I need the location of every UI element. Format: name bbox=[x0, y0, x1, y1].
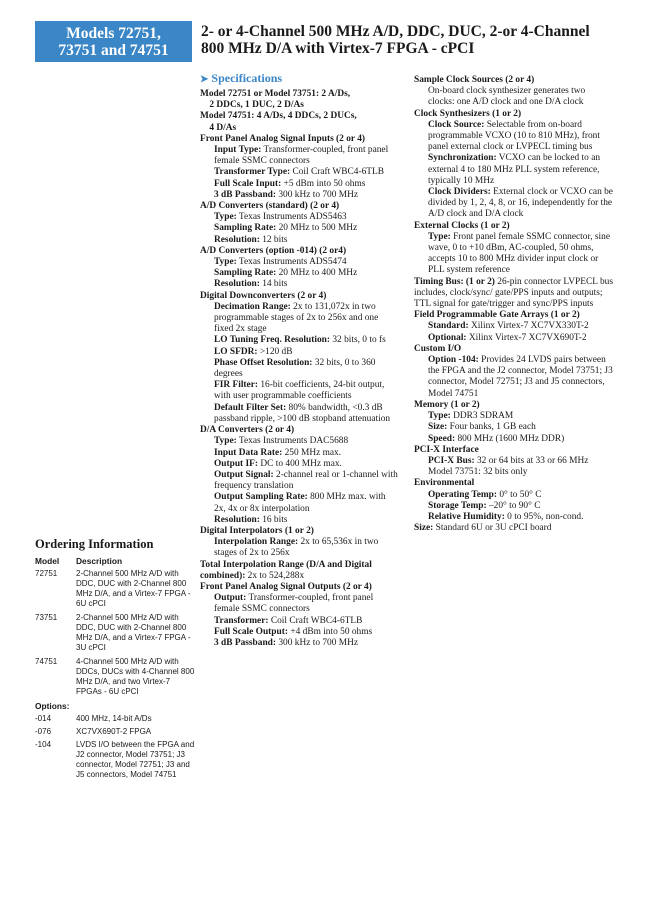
spec-label: Input Data Rate: bbox=[214, 447, 283, 458]
spec-label: Size: bbox=[428, 422, 448, 433]
spec-label: Input Type: bbox=[214, 145, 262, 156]
spec-item bbox=[414, 355, 614, 400]
spec-label: Option -104: bbox=[428, 355, 479, 366]
spec-item bbox=[200, 335, 398, 346]
spec-value: 2x to 65,536x in two stages of 2x to 256x bbox=[214, 537, 379, 559]
model-row bbox=[35, 569, 195, 609]
item-description: XC7VX690T-2 FPGA bbox=[76, 727, 152, 736]
spec-item bbox=[200, 179, 398, 190]
spec-value: DC to 400 MHz max. bbox=[258, 458, 342, 469]
spec-label: Optional: bbox=[428, 332, 467, 343]
description-column-header: Description bbox=[76, 556, 123, 566]
options-title: Options: bbox=[35, 701, 70, 711]
spec-value: Four banks, 1 GB each bbox=[447, 422, 536, 433]
spec-item bbox=[200, 448, 398, 459]
spec-value: 0° to 50° C bbox=[497, 489, 542, 500]
spec-value: Selectable from on-board programmable VCXO (10 to 810 MHz), front panel external clock or LVPECL timing bus bbox=[428, 119, 600, 153]
spec-heading bbox=[414, 109, 614, 120]
spec-item bbox=[200, 268, 398, 279]
model-row bbox=[35, 613, 195, 653]
spec-value: Xilinx Virtex-7 XC7VX690T-2 bbox=[466, 332, 587, 343]
spec-value: +4 dBm into 50 ohms bbox=[287, 626, 373, 637]
item-code: 74751 bbox=[35, 657, 58, 666]
spec-value: Coil Craft WBC4-6TLB bbox=[268, 615, 363, 626]
spec-item bbox=[200, 492, 398, 514]
spec-heading-line: Custom I/O bbox=[414, 343, 462, 354]
spec-item bbox=[200, 167, 398, 178]
option-row bbox=[35, 740, 195, 780]
spec-value: DDR3 SDRAM bbox=[450, 411, 514, 422]
spec-label: Storage Temp: bbox=[428, 500, 487, 511]
spec-value: Texas Instruments ADS5463 bbox=[236, 212, 347, 223]
spec-value: 32 bits, 0 to fs bbox=[330, 335, 386, 346]
spec-value: 800 MHz max. with 2x, 4x or 8x interpolation bbox=[214, 492, 386, 514]
spec-heading-line: Front Panel Analog Signal Outputs (2 or 4) bbox=[200, 581, 372, 592]
spec-heading bbox=[200, 246, 398, 257]
spec-item bbox=[414, 120, 614, 154]
item-description: LVDS I/O between the FPGA and J2 connector, Model 73751; J3 connector, Model 72751; J3 and J5 connectors, Model 74751 bbox=[76, 740, 195, 779]
models-line-1: Models 72751, bbox=[66, 25, 161, 42]
spec-label: Resolution: bbox=[214, 234, 260, 245]
spec-label: Type: bbox=[428, 411, 451, 422]
item-code: -076 bbox=[35, 727, 52, 736]
spec-item bbox=[200, 627, 398, 638]
spec-value: 32 bits, 0 to 360 degrees bbox=[214, 357, 376, 380]
spec-label: Phase Offset Resolution: bbox=[214, 357, 313, 368]
spec-label: Resolution: bbox=[214, 514, 260, 525]
spec-heading bbox=[414, 445, 614, 456]
spec-value: Texas Instruments DAC5688 bbox=[236, 436, 349, 447]
spec-value: Coil Craft WBC4-6TLB bbox=[290, 167, 384, 178]
spec-item bbox=[200, 616, 398, 627]
spec-value: Standard 6U or 3U cPCI board bbox=[433, 523, 552, 534]
spec-label: Speed: bbox=[428, 433, 456, 444]
spec-heading-line: Front Panel Analog Signal Inputs (2 or 4) bbox=[200, 133, 366, 144]
spec-label: Default Filter Set: bbox=[214, 402, 287, 413]
spec-heading bbox=[414, 75, 614, 86]
title-line-2: 800 MHz D/A with Virtex-7 FPGA - cPCI bbox=[201, 40, 475, 57]
spec-item bbox=[414, 456, 614, 478]
spec-item bbox=[414, 232, 614, 277]
spec-label: Output Sampling Rate: bbox=[214, 492, 308, 503]
models-line-2: 73751 and 74751 bbox=[58, 42, 169, 59]
spec-value: External clock or VCXO can be divided by 1, 2, 4, 8, or 16, independently for the A/D clock and D/A clock bbox=[428, 187, 613, 220]
spec-item bbox=[200, 403, 398, 425]
spec-item bbox=[200, 515, 398, 526]
spec-value: 0 to 95%, non-cond. bbox=[504, 511, 584, 522]
models-badge bbox=[35, 21, 192, 62]
spec-value: 300 kHz to 700 MHz bbox=[276, 637, 359, 648]
spec-label: Interpolation Range: bbox=[214, 537, 299, 548]
spec-item bbox=[200, 223, 398, 234]
spec-heading-line: Digital Interpolators (1 or 2) bbox=[200, 525, 314, 536]
spec-item bbox=[200, 380, 398, 402]
spec-label: Type: bbox=[214, 257, 237, 268]
spec-label: Type: bbox=[428, 231, 451, 242]
spec-item bbox=[200, 190, 398, 201]
spec-label: Full Scale Output: bbox=[214, 626, 288, 637]
spec-heading-line: 2 DDCs, 1 DUC, 2 D/As bbox=[200, 100, 304, 111]
spec-label: Output Signal: bbox=[214, 469, 274, 480]
spec-value: >120 dB bbox=[257, 346, 293, 357]
spec-heading bbox=[200, 111, 398, 133]
spec-heading bbox=[200, 134, 398, 145]
spec-item bbox=[414, 321, 614, 332]
spec-value: Xilinx Virtex-7 XC7VX330T-2 bbox=[468, 321, 589, 332]
spec-heading-line: Environmental bbox=[414, 478, 475, 489]
title-line-1: 2- or 4-Channel 500 MHz A/D, DDC, DUC, 2-or 4-Channel bbox=[201, 23, 590, 40]
spec-value: 16 bits bbox=[259, 514, 288, 525]
spec-heading-line: External Clocks (1 or 2) bbox=[414, 220, 510, 231]
spec-label: Type: bbox=[214, 436, 237, 447]
spec-heading bbox=[414, 310, 614, 321]
spec-value: 2-channel real or 1-channel with frequency translation bbox=[214, 469, 398, 492]
spec-value: Provides 24 LVDS pairs between the FPGA and the J2 connector, Model 73751; J3 connector, Model 72751; J3 and J5 connectors, Model 74751 bbox=[428, 355, 613, 399]
specs-list bbox=[414, 75, 614, 534]
spec-item bbox=[200, 302, 398, 336]
option-row bbox=[35, 727, 195, 737]
spec-value: 2x to 131,072x in two programmable stages of 2x to 256x and one fixed 2x stage bbox=[214, 301, 379, 335]
spec-heading-line: A/D Converters (standard) (2 or 4) bbox=[200, 201, 340, 212]
specs-column-1 bbox=[200, 71, 398, 649]
spec-value: 32 or 64 bits at 33 or 66 MHz Model 73751: 32 bits only bbox=[428, 455, 589, 478]
item-description: 4-Channel 500 MHz A/D with DDCs, DUCs with 4-Channel 800 MHz D/A, and two Virtex-7 FPGAs - 6U cPCI bbox=[76, 657, 195, 696]
spec-item bbox=[200, 358, 398, 380]
spec-label: Transformer: bbox=[214, 615, 269, 626]
spec-heading-line: Model 72751 or Model 73751: 2 A/Ds, bbox=[200, 89, 351, 99]
spec-label: Full Scale Input: bbox=[214, 178, 282, 189]
item-code: -104 bbox=[35, 740, 52, 749]
spec-item bbox=[200, 593, 398, 615]
item-code: 73751 bbox=[35, 613, 58, 622]
spec-label: PCI-X Bus: bbox=[428, 455, 475, 466]
spec-item bbox=[200, 279, 398, 290]
model-list bbox=[35, 569, 195, 697]
spec-heading bbox=[200, 425, 398, 436]
model-column-header: Model bbox=[35, 556, 60, 566]
spec-item bbox=[414, 187, 614, 221]
spec-label: Transformer Type: bbox=[214, 167, 291, 178]
spec-heading bbox=[200, 526, 398, 537]
spec-label: Total Interpolation Range (D/A and Digital combined): bbox=[200, 559, 372, 581]
spec-heading-line: Sample Clock Sources (2 or 4) bbox=[414, 75, 535, 85]
page-title bbox=[201, 23, 631, 57]
spec-heading bbox=[200, 291, 398, 302]
spec-heading bbox=[200, 89, 398, 111]
spec-item bbox=[200, 638, 398, 649]
spec-label: FIR Filter: bbox=[214, 380, 258, 391]
spec-heading-line: Digital Downconverters (2 or 4) bbox=[200, 290, 327, 301]
spec-label: Decimation Range: bbox=[214, 301, 291, 312]
specifications-heading: ➤ Specifications bbox=[200, 71, 283, 85]
spec-item bbox=[200, 537, 398, 559]
spec-label: Resolution: bbox=[214, 279, 260, 290]
spec-label: Sampling Rate: bbox=[214, 223, 277, 234]
spec-label: Timing Bus: (1 or 2) bbox=[414, 276, 495, 287]
item-code: 72751 bbox=[35, 569, 58, 578]
spec-item bbox=[200, 212, 398, 223]
options-list bbox=[35, 714, 195, 780]
spec-value: Transformer-coupled, front panel female SSMC connectors bbox=[214, 593, 374, 615]
spec-heading-line: Clock Synthesizers (1 or 2) bbox=[414, 108, 522, 119]
spec-item bbox=[414, 490, 614, 501]
spec-value: 80% bandwidth, <0.3 dB passband ripple, >100 dB stopband attenuation bbox=[214, 402, 391, 424]
spec-heading-inline bbox=[414, 277, 614, 311]
spec-value: Texas Instruments ADS5474 bbox=[236, 257, 347, 268]
spec-item bbox=[200, 145, 398, 167]
spec-label: Output: bbox=[214, 593, 247, 604]
spec-heading-line: D/A Converters (2 or 4) bbox=[200, 425, 295, 436]
spec-heading-line: PCI-X Interface bbox=[414, 444, 479, 455]
spec-item bbox=[414, 86, 614, 108]
item-code: -014 bbox=[35, 714, 52, 723]
spec-value: On-board clock synthesizer generates two clocks: one A/D clock and one D/A clock bbox=[428, 86, 586, 108]
spec-item bbox=[414, 153, 614, 187]
spec-value: 20 MHz to 400 MHz bbox=[276, 268, 358, 279]
spec-label: Relative Humidity: bbox=[428, 511, 505, 522]
spec-item bbox=[200, 235, 398, 246]
spec-item bbox=[200, 470, 398, 492]
spec-value: Transformer-coupled, front panel female SSMC connectors bbox=[214, 145, 389, 167]
spec-heading bbox=[414, 344, 614, 355]
spec-value: 26-pin connector LVPECL bus includes, clock/sync/ gate/PPS inputs and outputs; TTL signal for gate/trigger and sync/PPS inputs bbox=[414, 276, 613, 310]
spec-heading bbox=[200, 201, 398, 212]
spec-label: Output IF: bbox=[214, 458, 259, 469]
spec-label: LO SFDR: bbox=[214, 346, 258, 357]
spec-item bbox=[414, 422, 614, 433]
ordering-information bbox=[35, 537, 195, 783]
spec-value: 20 MHz to 500 MHz bbox=[276, 223, 358, 234]
spec-label: Clock Source: bbox=[428, 119, 485, 130]
spec-label: Clock Dividers: bbox=[428, 187, 491, 198]
item-description: 400 MHz, 14-bit A/Ds bbox=[76, 714, 152, 723]
spec-item bbox=[414, 434, 614, 445]
spec-label: Size: bbox=[414, 523, 434, 534]
spec-value: 250 MHz max. bbox=[282, 447, 342, 458]
spec-heading bbox=[414, 400, 614, 411]
option-row bbox=[35, 714, 195, 724]
spec-label: Sampling Rate: bbox=[214, 268, 277, 279]
spec-value: 800 MHz (1600 MHz DDR) bbox=[455, 433, 565, 444]
spec-label: Synchronization: bbox=[428, 153, 497, 164]
specs-column-2 bbox=[414, 75, 614, 534]
spec-label: LO Tuning Freq. Resolution: bbox=[214, 335, 331, 346]
spec-value: +5 dBm into 50 ohms bbox=[281, 178, 366, 189]
spec-value: 14 bits bbox=[259, 279, 288, 290]
spec-heading-inline bbox=[414, 523, 614, 534]
ordering-header bbox=[35, 556, 195, 566]
spec-value: –20° to 90° C bbox=[486, 500, 541, 511]
item-description: 2-Channel 500 MHz A/D with DDC, DUC with 2-Channel 800 MHz D/A, and a Virtex-7 FPGA - 3U cPCI bbox=[76, 613, 191, 652]
spec-heading-line: Memory (1 or 2) bbox=[414, 399, 480, 410]
spec-heading bbox=[414, 221, 614, 232]
spec-value: 2x to 524,288x bbox=[245, 570, 305, 581]
spec-item bbox=[200, 459, 398, 470]
spec-item bbox=[414, 333, 614, 344]
arrow-right-icon: ➤ bbox=[200, 74, 209, 85]
spec-heading bbox=[200, 582, 398, 593]
spec-label: Type: bbox=[214, 212, 237, 223]
spec-heading bbox=[414, 478, 614, 489]
spec-heading-line: Model 74751: 4 A/Ds, 4 DDCs, 2 DUCs, bbox=[200, 111, 357, 122]
spec-heading-line: Field Programmable Gate Arrays (1 or 2) bbox=[414, 310, 580, 321]
spec-item bbox=[414, 411, 614, 422]
spec-heading-line: 4 D/As bbox=[200, 122, 237, 133]
spec-value: 12 bits bbox=[259, 234, 288, 245]
spec-item bbox=[200, 347, 398, 358]
spec-item bbox=[414, 501, 614, 512]
spec-value: Front panel female SSMC connector, sine wave, 0 to +10 dBm, AC-coupled, 50 ohms, accepts 10 to 800 MHz divider input clock or PLL system reference bbox=[428, 231, 610, 276]
model-row bbox=[35, 657, 195, 697]
spec-item bbox=[414, 512, 614, 523]
spec-label: Standard: bbox=[428, 321, 469, 332]
spec-label: 3 dB Passband: bbox=[214, 189, 277, 200]
item-description: 2-Channel 500 MHz A/D with DDC, DUC with 2-Channel 800 MHz D/A, and a Virtex-7 FPGA - 6U cPCI bbox=[76, 569, 191, 608]
spec-value: 16-bit coefficients, 24-bit output, with user programmable coefficients bbox=[214, 380, 385, 402]
ordering-title: Ordering Information bbox=[35, 537, 154, 551]
specs-list bbox=[200, 89, 398, 649]
spec-item bbox=[200, 257, 398, 268]
spec-value: VCXO can be locked to an external 4 to 180 MHz PLL system reference, typically 10 MHz bbox=[428, 153, 601, 186]
spec-item bbox=[200, 436, 398, 447]
spec-value: 300 kHz to 700 MHz bbox=[276, 189, 359, 200]
spec-label: 3 dB Passband: bbox=[214, 637, 277, 648]
spec-heading-inline bbox=[200, 560, 398, 582]
spec-label: Operating Temp: bbox=[428, 489, 498, 500]
spec-heading-line: A/D Converters (option -014) (2 or4) bbox=[200, 245, 347, 256]
